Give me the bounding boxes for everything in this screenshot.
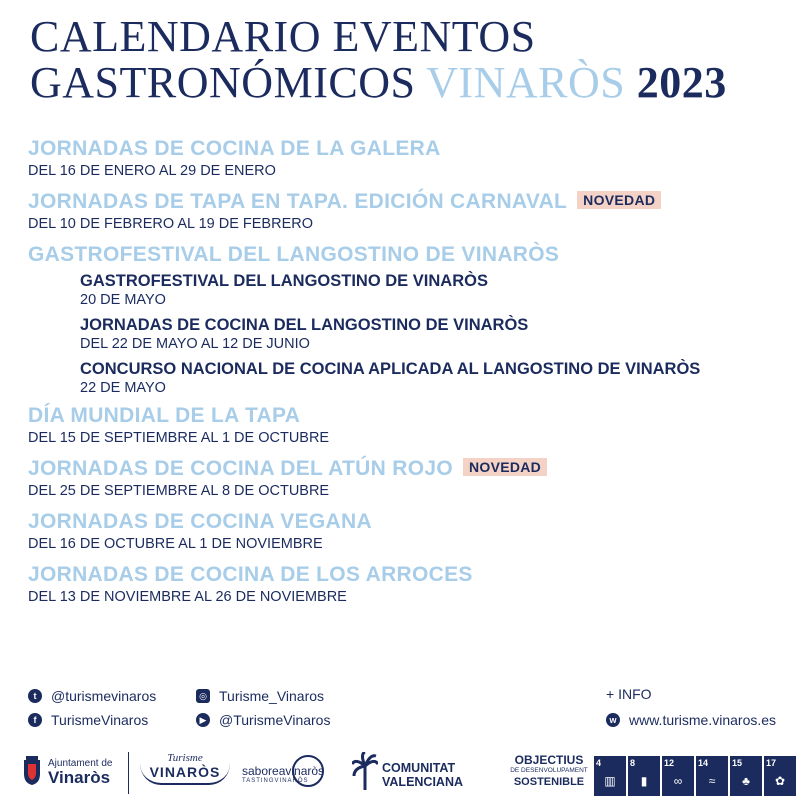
youtube-handle: @TurismeVinaros [219, 712, 331, 728]
instagram-icon: ◎ [196, 689, 210, 703]
subevent-title: CONCURSO NACIONAL DE COCINA APLICADA AL LANGOSTINO DE VINARÒS [80, 360, 701, 378]
ods-goal-tile [594, 756, 626, 796]
comunitat-line-1: COMUNITAT [382, 761, 456, 775]
subevent-item [80, 271, 788, 309]
event-title-text: JORNADAS DE TAPA EN TAPA. EDICIÓN CARNAVAL [28, 190, 568, 213]
page-title [30, 14, 727, 106]
event-item [28, 136, 788, 180]
ods-logo [508, 754, 590, 788]
subevent-title: GASTROFESTIVAL DEL LANGOSTINO DE VINARÒS [80, 272, 488, 290]
ods-goal-number: 15 [732, 758, 743, 768]
twitter-link[interactable] [28, 688, 156, 704]
event-date: DEL 16 DE OCTUBRE AL 1 DE NOVIEMBRE [28, 536, 323, 552]
event-item [28, 403, 788, 447]
web-icon: w [606, 713, 620, 727]
event-title: JORNADAS DE COCINA VEGANA [28, 510, 372, 533]
event-item [28, 562, 788, 606]
website-url: www.turisme.vinaros.es [629, 712, 777, 728]
event-date: DEL 16 DE ENERO AL 29 DE ENERO [28, 163, 276, 179]
ods-goal-tile [696, 756, 728, 796]
ods-goal-number: 17 [766, 758, 777, 768]
saborea-logo [242, 755, 324, 784]
ods-goals [594, 756, 798, 796]
tree-icon: ♣ [742, 774, 750, 788]
event-title: GASTROFESTIVAL DEL LANGOSTINO DE VINARÒS [28, 243, 560, 266]
saborea-sub: TASTINGVINARÒS [242, 778, 309, 784]
novedad-badge: NOVEDAD [577, 191, 661, 209]
info-text: + INFO [606, 686, 652, 702]
saborea-text: saboreavinaròs [242, 764, 325, 778]
subevent-date: DEL 22 DE MAYO AL 12 DE JUNIO [80, 336, 310, 352]
event-item [28, 242, 788, 397]
ods-goal-tile [662, 756, 694, 796]
turisme-label: Turisme [167, 752, 203, 764]
ods-line-1: OBJECTIUS [514, 753, 584, 767]
title-line-2b: VINARÒS [426, 58, 626, 107]
instagram-handle: Turisme_Vinaros [219, 688, 325, 704]
novedad-badge: NOVEDAD [463, 458, 547, 476]
logo-divider [128, 752, 129, 794]
event-title [28, 456, 788, 482]
book-icon: ▥ [604, 774, 616, 788]
facebook-icon: f [28, 713, 42, 727]
ods-goal-number: 8 [630, 758, 636, 768]
subevent-title: JORNADAS DE COCINA DEL LANGOSTINO DE VINARÒS [80, 316, 529, 334]
subevent-date: 22 DE MAYO [80, 380, 166, 396]
ods-goal-number: 12 [664, 758, 675, 768]
title-line-2 [30, 60, 727, 106]
ods-goal-number: 4 [596, 758, 602, 768]
youtube-link[interactable] [196, 712, 330, 728]
twitter-handle: @turismevinaros [51, 688, 157, 704]
event-item [28, 189, 788, 233]
ajuntament-logo [48, 758, 113, 787]
event-item [28, 509, 788, 553]
event-list [28, 136, 788, 615]
website-link[interactable] [606, 712, 776, 728]
event-title: JORNADAS DE COCINA DE LA GALERA [28, 137, 441, 160]
turisme-vinaros-logo [140, 752, 230, 785]
event-title: DÍA MUNDIAL DE LA TAPA [28, 404, 301, 427]
event-date: DEL 25 DE SEPTIEMBRE AL 8 DE OCTUBRE [28, 483, 330, 499]
ods-goal-tile [730, 756, 762, 796]
social-links [28, 688, 788, 738]
chart-icon: ▮ [640, 774, 648, 788]
event-title: JORNADAS DE COCINA DE LOS ARROCES [28, 563, 473, 586]
event-date: DEL 13 DE NOVIEMBRE AL 26 DE NOVIEMBRE [28, 589, 347, 605]
subevent-date: 20 DE MAYO [80, 292, 166, 308]
ajuntament-name: Vinaròs [48, 768, 111, 787]
ods-line-2: DE DESENVOLUPAMENT [510, 767, 588, 774]
twitter-icon: t [28, 689, 42, 703]
palm-icon [352, 752, 378, 792]
title-year: 2023 [636, 58, 727, 107]
facebook-link[interactable] [28, 712, 148, 728]
title-line-2a: GASTRONÓMICOS [30, 58, 427, 107]
ods-line-3: SOSTENIBLE [513, 776, 585, 788]
event-item [28, 456, 788, 500]
ods-goal-tile [764, 756, 796, 796]
event-title [28, 189, 788, 215]
instagram-link[interactable] [196, 688, 324, 704]
ods-goal-tile [628, 756, 660, 796]
turisme-name: VINARÒS [140, 764, 230, 785]
subevent-list [80, 271, 788, 397]
ajuntament-label: Ajuntament de [48, 758, 113, 769]
infinity-icon: ∞ [673, 774, 683, 788]
event-title-text: JORNADAS DE COCINA DEL ATÚN ROJO [28, 457, 453, 480]
info-label [606, 686, 652, 702]
youtube-icon: ▶ [196, 713, 210, 727]
title-line-1: CALENDARIO EVENTOS [30, 12, 536, 61]
event-date: DEL 15 DE SEPTIEMBRE AL 1 DE OCTUBRE [28, 430, 330, 446]
vinaros-shield-icon [22, 756, 42, 786]
comunitat-line-2: VALENCIANA [382, 775, 464, 789]
event-date: DEL 10 DE FEBRERO AL 19 DE FEBRERO [28, 216, 313, 232]
facebook-handle: TurismeVinaros [51, 712, 149, 728]
subevent-item [80, 359, 788, 397]
fish-icon: ≈ [708, 774, 716, 788]
subevent-item [80, 315, 788, 353]
ods-goal-number: 14 [698, 758, 709, 768]
partnership-icon: ✿ [774, 774, 786, 788]
